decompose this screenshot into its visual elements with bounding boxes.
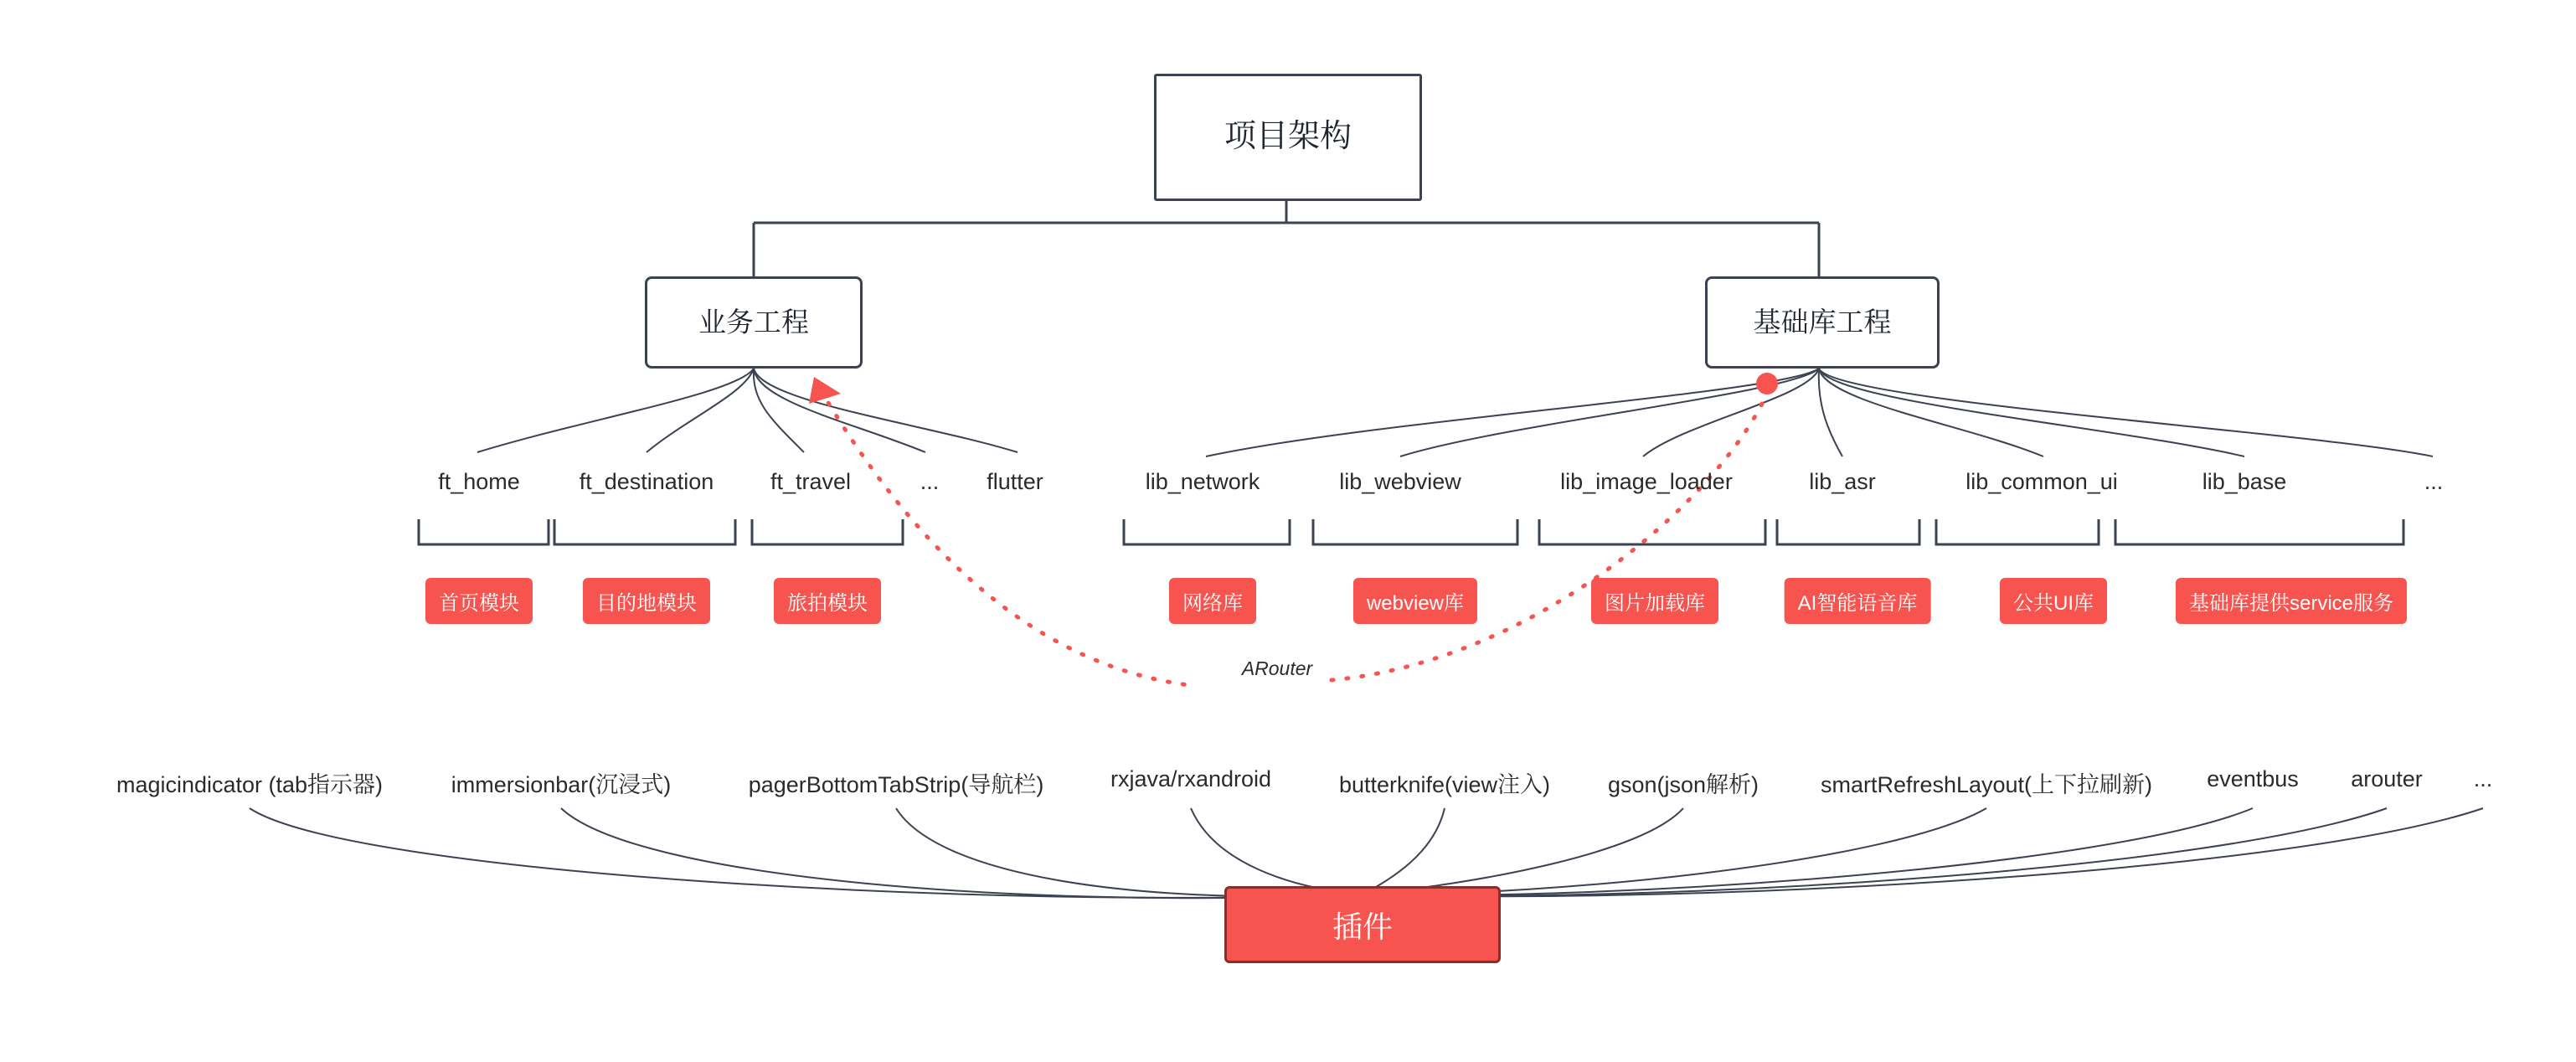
- module-label-lib-common-ui: lib_common_ui: [1965, 469, 2118, 494]
- node-base-library-project-label: 基础库工程: [1753, 307, 1892, 338]
- tag-image-loader-library: 图片加载库: [1591, 578, 1718, 624]
- module-label-flutter: flutter: [987, 469, 1043, 494]
- tag-base-service-library: 基础库提供service服务: [2176, 578, 2407, 624]
- arouter-endpoint-dot: [1756, 373, 1778, 394]
- arouter-label: ARouter: [1241, 657, 1313, 679]
- arouter-path-left: [821, 390, 1189, 685]
- plugin-label-more: ...: [2473, 766, 2493, 791]
- module-label-lib-network: lib_network: [1145, 469, 1260, 494]
- module-label-lib-asr: lib_asr: [1809, 469, 1876, 494]
- plugin-label-eventbus: eventbus: [2207, 766, 2299, 791]
- node-project-architecture-label: 项目架构: [1224, 119, 1352, 155]
- module-label-base-more: ...: [2424, 469, 2444, 494]
- plugin-label-arouter: arouter: [2351, 766, 2423, 791]
- plugin-label-smartrefreshlayout: smartRefreshLayout(上下拉刷新): [1820, 772, 2153, 797]
- module-label-lib-webview: lib_webview: [1339, 469, 1461, 494]
- plugin-label-pagerbottomtabstrip: pagerBottomTabStrip(导航栏): [748, 772, 1044, 797]
- plugin-label-gson: gson(json解析): [1607, 772, 1759, 797]
- plugin-label-immersionbar: immersionbar(沉浸式): [451, 772, 672, 797]
- node-plugins[interactable]: [1224, 886, 1501, 963]
- node-project-architecture[interactable]: [1154, 74, 1422, 201]
- module-label-ft-home: ft_home: [438, 469, 520, 494]
- module-label-ft-destination: ft_destination: [579, 469, 714, 494]
- plugin-label-rxjava: rxjava/rxandroid: [1110, 766, 1272, 791]
- module-label-ft-travel: ft_travel: [770, 469, 852, 494]
- module-label-business-more: ...: [920, 469, 940, 494]
- tag-destination-module: 目的地模块: [583, 578, 710, 624]
- node-business-project-label: 业务工程: [698, 307, 809, 338]
- module-label-lib-image-loader: lib_image_loader: [1560, 469, 1733, 494]
- plugin-label-butterknife: butterknife(view注入): [1338, 772, 1551, 797]
- tag-travel-module: 旅拍模块: [774, 578, 881, 624]
- tag-webview-library: webview库: [1353, 578, 1477, 624]
- node-business-project[interactable]: [645, 276, 863, 369]
- arouter-arrowhead: [809, 377, 841, 404]
- tag-ai-voice-library: AI智能语音库: [1785, 578, 1931, 624]
- arouter-path-right: [1332, 394, 1767, 680]
- plugin-label-magicindicator: magicindicator (tab指示器): [116, 772, 384, 797]
- tag-home-module: 首页模块: [425, 578, 533, 624]
- tag-network-library: 网络库: [1169, 578, 1256, 624]
- node-base-library-project[interactable]: [1705, 276, 1940, 369]
- node-plugins-label: 插件: [1332, 909, 1393, 944]
- tag-common-ui-library: 公共UI库: [2000, 578, 2107, 624]
- module-label-lib-base: lib_base: [2202, 469, 2287, 494]
